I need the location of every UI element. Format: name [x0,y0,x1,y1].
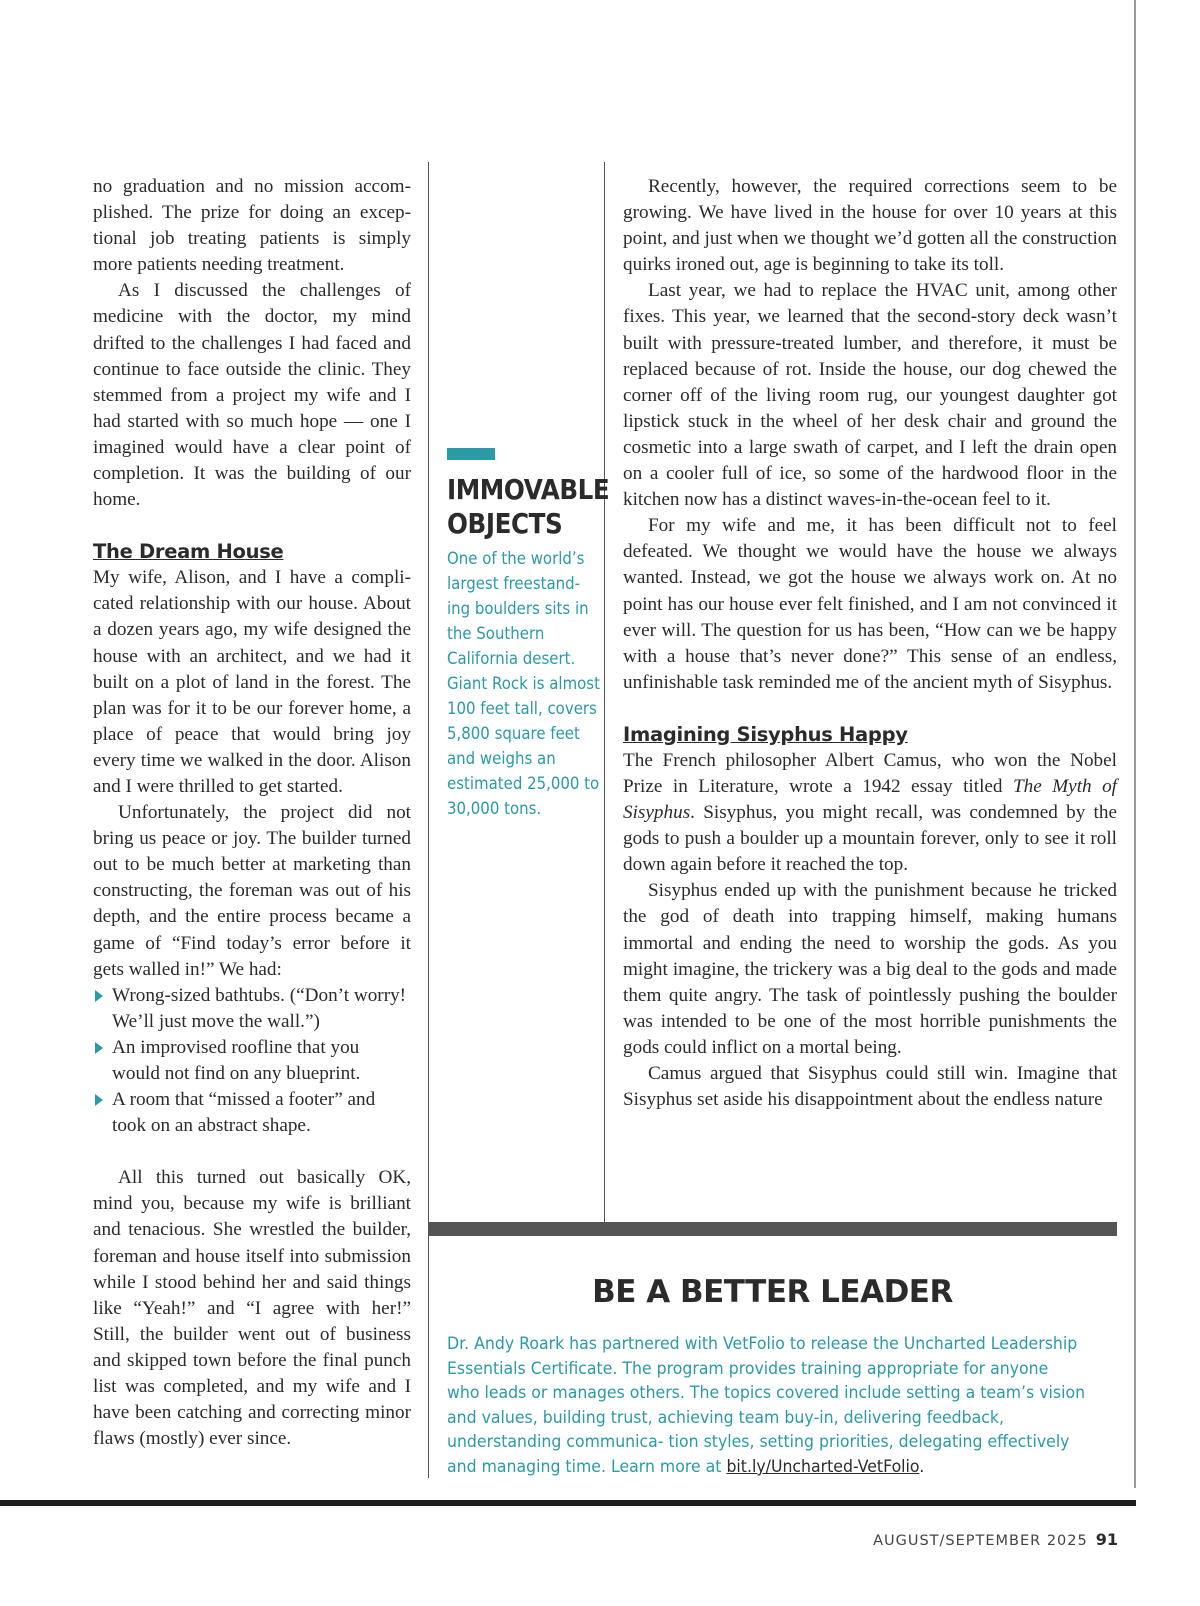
sidebar-heading-line: IMMOVABLE [447,473,610,506]
sidebar-heading [447,473,610,541]
triangle-bullet-icon [95,1042,103,1054]
triangle-bullet-icon [95,1094,103,1106]
text-run: . Sisyphus, you might recall, was condemned by the gods to push a boulder up a mountain forever, only to see it roll down again before it reached the top. [623,802,1117,876]
list-item [93,1087,411,1139]
paragraph: Camus argued that Sisyphus could still win. Imagine that Sisyphus set aside his disappointment about the endless nature [623,1063,1117,1111]
triangle-bullet-icon [95,990,103,1002]
page-edge-rule [1134,0,1136,1488]
list-item-text: A room that “missed a footer” and took on an abstract shape. [112,1089,376,1137]
paragraph: Recently, however, the required corrections seem to be growing. We have lived in the house for over 10 years at this point, and just when we thought we’d gotten all the construction quirks ironed out, age is beginning to take its toll. [623,176,1117,276]
paragraph: Last year, we had to replace the HVAC unit, among other fixes. This year, we learned that the second-story deck wasn’t built with pressure-treated lumber, and therefore, it must be replaced because of rot. Inside the house, our dog chewed the corner off of the living room rug, our youngest daughter got lipstick stuck in the wheel of her desk chair and ground the cosmetic into a large swath of carpet, and I left the drain open on a cooler full of ice, so some of the hardwood floor in the kitchen now has a distinct waves-in-the-ocean feel to it. [623,280,1117,511]
paragraph [623,748,1117,878]
leader-box-heading: BE A BETTER LEADER [592,1274,953,1310]
right-column [623,174,1117,1113]
paragraph: no graduation and no mission accomplished. The prize for doing an exceptional job treating patients is simply more patients needing treatment. [93,176,411,276]
vetfolio-link[interactable]: bit.ly/Uncharted-VetFolio [726,1456,920,1477]
leader-box-body: Dr. Andy Roark has partnered with VetFolio to release the Uncharted Leadership Essentials Certificate. The program provides training appropriate for anyone who leads or manages others. The topics covered include setting a team’s vision and values, building trust, achieving team buy‑in, delivering feedback, understanding communica‑ tion styles, setting priorities, delegating effectively and managing time. Learn more at [447,1334,1086,1477]
paragraph: For my wife and me, it has been difficult not to feel defeated. We thought we would have the house we always wanted. Instead, we got the house we always work on. At no point has our house ever felt finished, and I am not convinced it ever will. The question for us has been, “How can we be happy with a house that’s never done?” This sense of an endless, unfinishable task reminded me of the ancient myth of Sisyphus. [623,515,1117,693]
section-heading-dream-house: The Dream House [93,540,284,564]
page-footer [873,1530,1118,1551]
accent-bar [447,448,495,460]
paragraph: Unfortunately, the project did not bring us peace or joy. The builder turned out to be much better at marketing than constructing, the foreman was out of his depth, and the entire process became a game of “Find today’s error before it gets walled in!” We had: [93,802,411,980]
sidebar-heading-line: OBJECTS [447,507,563,540]
paragraph: My wife, Alison, and I have a complicated relationship with our house. About a dozen years ago, my wife designed the house with an architect, and we had it built on a plot of land in the forest. The plan was for it to be our forever home, a place of peace that would bring joy every time we walked in the door. Alison and I were thrilled to get started. [93,567,411,797]
sidebar-immovable-objects [447,448,610,822]
section-heading-sisyphus: Imagining Sisyphus Happy [623,722,908,746]
sidebar-text: One of the world’s largest freestand‑ ing boulders sits in the Southern California desert. Giant Rock is almost 100 feet tall, covers 5,800 square feet and weighs an estimated 25,000 to 30,000 tons. [447,549,600,819]
list-item [93,1035,411,1087]
paragraph: Sisyphus ended up with the punishment because he tricked the god of death into trapping himself, making humans immortal and ending the need to worship the gods. As you might imagine, the trickery was a big deal to the gods and made them quite angry. The task of pointlessly pushing the boulder was intended to be one of the most horrible punishments the gods could inflict on a mortal being. [623,880,1117,1058]
text-run: The French philosopher Albert Camus, who won the Nobel Prize in Literature, wrote a 1942 essay titled [623,749,1117,797]
leader-box-top-bar [428,1222,1117,1236]
essay-title: The Myth of Sisyphus [623,775,1117,824]
paragraph: As I discussed the challenges of medicine with the doctor, my mind drifted to the challenges I had faced and continue to face outside the clinic. They stemmed from a project my wife and I had started with so much hope — one I imagined would have a clear point of completion. It was the building of our home. [93,280,411,511]
list-item-text: An improvised roofline that you would not find on any blueprint. [112,1036,361,1084]
punctuation: . [919,1456,925,1477]
list-item [93,983,411,1035]
issue-date: AUGUST/SEPTEMBER 2025 [873,1533,1088,1549]
leader-box-text [447,1332,1085,1480]
page-number: 91 [1095,1530,1118,1549]
list-item-text: Wrong-sized bathtubs. (“Don’t worry! We’ll just move the wall.”) [112,984,407,1032]
footer-rule [0,1500,1136,1506]
paragraph: All this turned out basically OK, mind you, because my wife is brilliant and tenacious. She wrestled the builder, foreman and house itself into submission while I stood behind her and said things like “Yeah!” and “I agree with her!” Still, the builder went out of business and skipped town before the final punch list was completed, and my wife and I have been catching and correcting minor flaws (mostly) ever since. [93,1167,411,1450]
bullet-list [93,983,411,1140]
left-column [93,174,411,1452]
